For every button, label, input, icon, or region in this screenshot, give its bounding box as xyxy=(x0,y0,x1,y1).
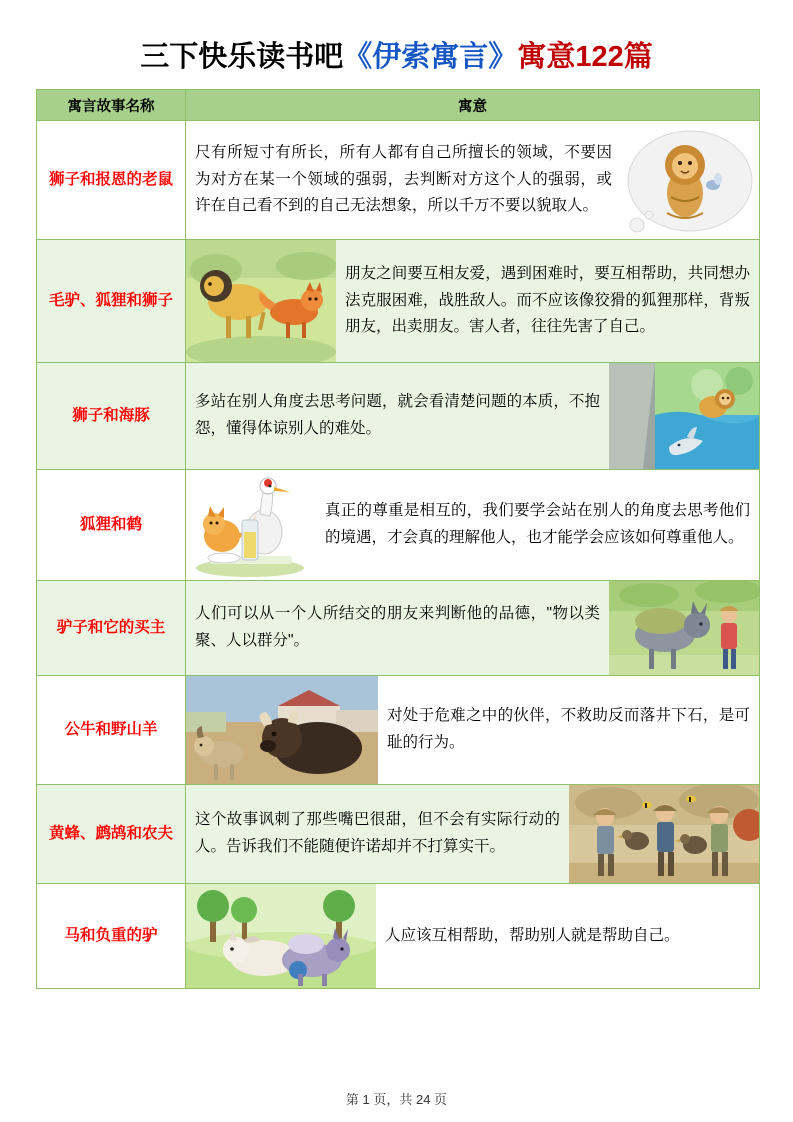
table-row xyxy=(37,470,760,581)
donkey-and-buyer-thumb xyxy=(609,581,759,675)
fable-meaning-cell xyxy=(186,884,760,989)
horse-and-loaded-donkey-thumb xyxy=(186,884,376,988)
title-segment-blue: 《伊索寓言》 xyxy=(343,41,518,73)
fable-name: 黄蜂、鹧鸪和农夫 xyxy=(37,785,186,884)
table-row xyxy=(37,363,760,470)
lion-and-dolphin-thumb xyxy=(609,363,759,469)
fable-meaning-text: 多站在别人角度去思考问题，就会看清楚问题的本质，不抱怨，懂得体谅别人的难处。 xyxy=(195,393,600,437)
table-row xyxy=(37,581,760,676)
page-footer: 第 1 页，共 24 页 xyxy=(345,1092,448,1107)
table-body xyxy=(37,121,760,989)
fable-meaning-cell xyxy=(186,470,760,581)
fable-meaning-cell xyxy=(186,363,760,470)
fable-name: 驴子和它的买主 xyxy=(37,581,186,676)
page-title xyxy=(36,34,757,75)
fable-meaning-text: 人们可以从一个人所结交的朋友来判断他的品德，"物以类聚、人以群分"。 xyxy=(195,605,600,649)
table-header xyxy=(37,90,760,121)
table-row xyxy=(37,240,760,363)
fable-name: 毛驴、狐狸和狮子 xyxy=(37,240,186,363)
table-row xyxy=(37,676,760,785)
bull-and-wild-goat-thumb xyxy=(186,676,378,784)
fable-meaning-text: 对处于危难之中的伙伴，不救助反而落井下石，是可耻的行为。 xyxy=(387,707,750,751)
lion-and-grateful-mouse-thumb xyxy=(621,121,759,239)
fable-meaning-cell xyxy=(186,676,760,785)
fable-meaning-text: 尺有所短寸有所长，所有人都有自己所擅长的领域，不要因为对方在某一个领域的强弱，去判断对方这个人的强弱，或许在自己看不到的自己无法想象，所以千万不要以貌取人。 xyxy=(195,144,612,215)
table-header-row xyxy=(37,90,760,121)
wasp-partridge-farmer-thumb xyxy=(569,785,759,883)
fable-name: 马和负重的驴 xyxy=(37,884,186,989)
fable-meaning-cell xyxy=(186,785,760,884)
fable-meaning-cell xyxy=(186,581,760,676)
fable-name: 狮子和海豚 xyxy=(37,363,186,470)
fable-meaning-cell xyxy=(186,121,760,240)
column-header-name: 寓言故事名称 xyxy=(37,90,186,121)
fable-meaning-text: 人应该互相帮助，帮助别人就是帮助自己。 xyxy=(385,926,680,944)
title-segment-red: 寓意122篇 xyxy=(517,41,653,73)
fable-meaning-text: 这个故事讽刺了那些嘴巴很甜，但不会有实际行动的人。告诉我们不能随便许诺却并不打算实干。 xyxy=(195,811,560,855)
fable-meaning-text: 朋友之间要互相友爱，遇到困难时，要互相帮助，共同想办法克服困难，战胜敌人。而不应该像狡猾的狐狸那样，背叛朋友，出卖朋友。害人者，往往先害了自己。 xyxy=(345,265,750,336)
fable-meaning-cell xyxy=(186,240,760,363)
donkey-fox-lion-thumb xyxy=(186,240,336,362)
column-header-meaning: 寓意 xyxy=(186,90,760,121)
fox-and-crane-thumb xyxy=(186,470,316,580)
title-segment-black: 三下快乐读书吧 xyxy=(140,41,344,73)
table-row xyxy=(37,785,760,884)
fable-name: 公牛和野山羊 xyxy=(37,676,186,785)
fable-name: 狐狸和鹤 xyxy=(37,470,186,581)
fables-table xyxy=(36,89,760,989)
fable-meaning-text: 真正的尊重是相互的，我们要学会站在别人的角度去思考他们的境遇，才会真的理解他人，也才能学会应该如何尊重他人。 xyxy=(325,502,750,546)
table-row xyxy=(37,121,760,240)
fable-name: 狮子和报恩的老鼠 xyxy=(37,121,186,240)
table-row xyxy=(37,884,760,989)
